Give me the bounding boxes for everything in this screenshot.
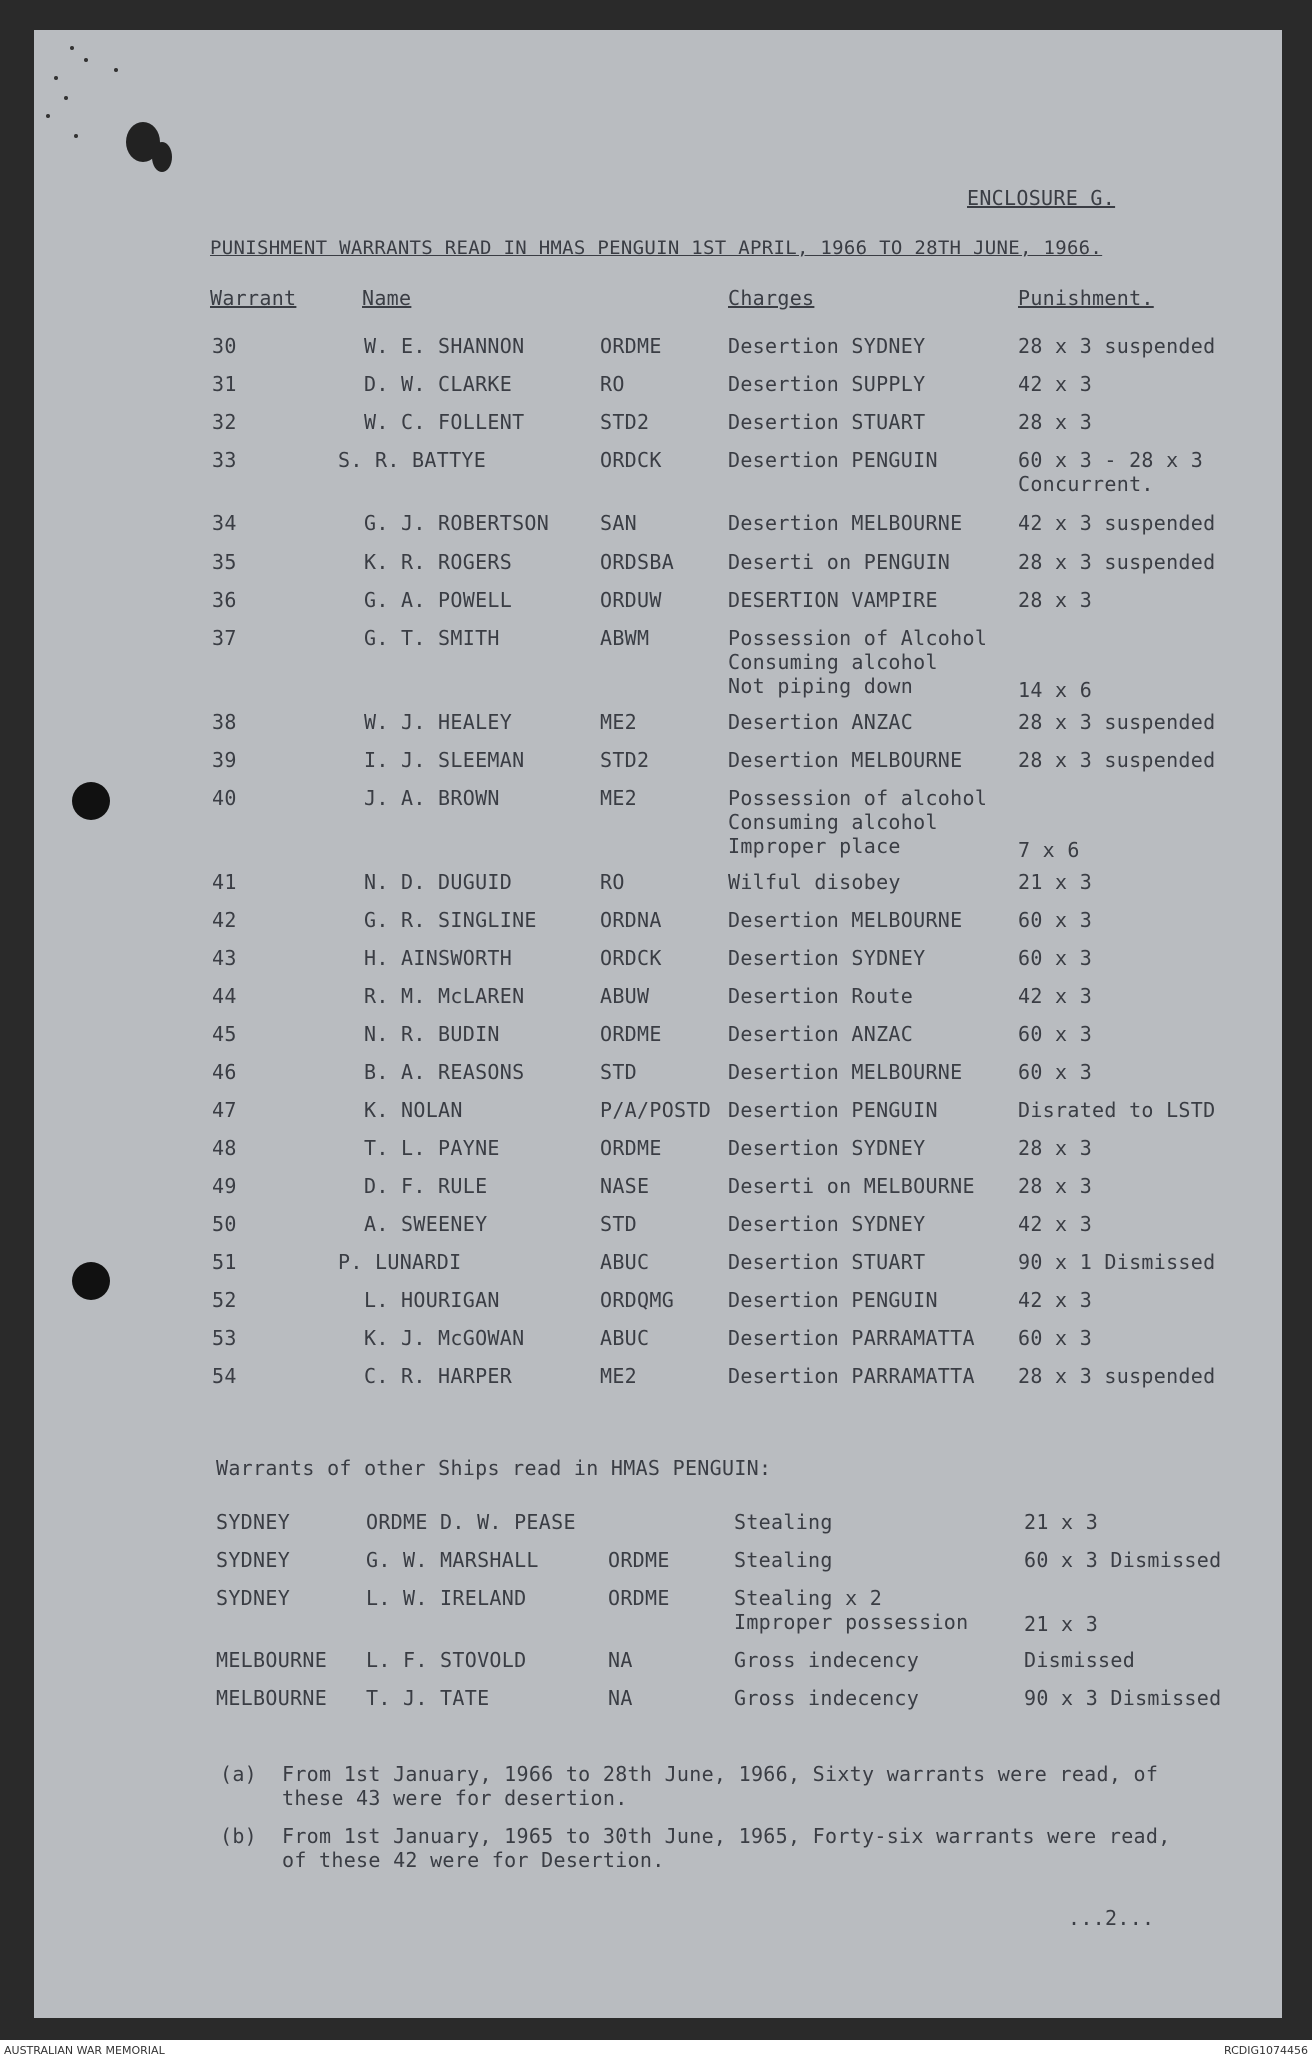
warrant-number: 41 [212,870,237,894]
punishment: 60 x 3 - 28 x 3 Concurrent. [1018,448,1204,496]
charge: Desertion PARRAMATTA [728,1364,975,1388]
page-continuation-marker: ...2... [1068,1906,1155,1930]
note-a-text: From 1st January, 1966 to 28th June, 1966, Sixty warrants were read, of these 43 were for desertion. [282,1762,1159,1810]
note-b-text: From 1st January, 1965 to 30th June, 1965, Forty-six warrants were read, of these 42 were for Desertion. [282,1824,1171,1872]
sailor-name: L. F. STOVOLD [366,1648,527,1672]
rank: ORDME [600,334,662,358]
rank: RO [600,870,625,894]
rank: STD2 [600,748,650,772]
note-a-label: (a) [220,1762,258,1786]
charge: Deserti on MELBOURNE [728,1174,975,1198]
rank: ME2 [600,786,638,810]
punishment: Dismissed [1024,1648,1136,1672]
charge: Desertion ANZAC [728,710,914,734]
sailor-name: G. J. ROBERTSON [364,511,550,535]
punch-hole [72,1262,110,1300]
punishment: 21 x 3 [1024,1510,1099,1534]
punishment: 28 x 3 [1018,1174,1093,1198]
sailor-name: P. LUNARDI [338,1250,462,1274]
ship-name: MELBOURNE [216,1648,328,1672]
enclosure-label: ENCLOSURE G. [967,186,1116,210]
sailor-name: L. HOURIGAN [364,1288,500,1312]
warrant-number: 43 [212,946,237,970]
punishment: 42 x 3 [1018,1212,1093,1236]
warrant-number: 38 [212,710,237,734]
document-page [34,30,1282,2018]
punishment: 60 x 3 [1018,946,1093,970]
header-charges: Charges [728,286,815,310]
header-warrant: Warrant [210,286,297,310]
ink-speck [54,76,58,80]
rank: NASE [600,1174,650,1198]
sailor-name: W. C. FOLLENT [364,410,525,434]
rank: ABUC [600,1326,650,1350]
header-punishment: Punishment. [1018,286,1154,310]
rank: ME2 [600,1364,638,1388]
charge: Desertion SYDNEY [728,334,926,358]
punishment: 60 x 3 [1018,908,1093,932]
sailor-name: A. SWEENEY [364,1212,488,1236]
ink-speck [46,114,50,118]
warrant-number: 42 [212,908,237,932]
charge: Desertion PARRAMATTA [728,1326,975,1350]
charge: Gross indecency [734,1686,920,1710]
document-title: PUNISHMENT WARRANTS READ IN HMAS PENGUIN 1ST APRIL, 1966 TO 28TH JUNE, 1966. [210,237,1103,259]
charge: Desertion STUART [728,1250,926,1274]
rank: ORDME [600,1022,662,1046]
sailor-name: B. A. REASONS [364,1060,525,1084]
archive-id: RCDIG1074456 [1223,2044,1308,2057]
rank: ORDSBA [600,550,675,574]
punishment: 28 x 3 [1018,1136,1093,1160]
punishment: 7 x 6 [1018,838,1080,862]
punishment: 21 x 3 [1024,1612,1099,1636]
ink-speck [74,134,78,138]
warrant-number: 52 [212,1288,237,1312]
warrant-number: 35 [212,550,237,574]
warrant-number: 44 [212,984,237,1008]
punishment: 42 x 3 [1018,372,1093,396]
sailor-name: N. R. BUDIN [364,1022,500,1046]
rank: ME2 [600,710,638,734]
charge: Desertion MELBOURNE [728,908,963,932]
sailor-name: G. A. POWELL [364,588,513,612]
sailor-name: G. W. MARSHALL [366,1548,539,1572]
warrant-number: 48 [212,1136,237,1160]
charge: Possession of Alcohol Consuming alcohol Not piping down [728,626,988,698]
charge: Desertion STUART [728,410,926,434]
charge: Desertion PENGUIN [728,448,938,472]
rank: ORDUW [600,588,662,612]
sailor-name: I. J. SLEEMAN [364,748,525,772]
warrant-number: 50 [212,1212,237,1236]
sailor-name: N. D. DUGUID [364,870,513,894]
sailor-name: D. F. RULE [364,1174,488,1198]
warrant-number: 45 [212,1022,237,1046]
ink-speck [114,68,118,72]
punishment: 60 x 3 [1018,1022,1093,1046]
punishment: 28 x 3 suspended [1018,710,1216,734]
rank: ORDCK [600,946,662,970]
warrant-number: 53 [212,1326,237,1350]
sailor-name: G. T. SMITH [364,626,500,650]
punishment: 14 x 6 [1018,678,1093,702]
charge: Desertion MELBOURNE [728,748,963,772]
rank: ORDME [608,1586,670,1610]
rank: NA [608,1648,633,1672]
ship-name: MELBOURNE [216,1686,328,1710]
punishment: 28 x 3 [1018,410,1093,434]
warrant-number: 40 [212,786,237,810]
warrant-number: 36 [212,588,237,612]
punishment: 60 x 3 Dismissed [1024,1548,1222,1572]
warrant-number: 51 [212,1250,237,1274]
punishment: 28 x 3 suspended [1018,1364,1216,1388]
warrant-number: 33 [212,448,237,472]
rank: ORDNA [600,908,662,932]
sailor-name: L. W. IRELAND [366,1586,527,1610]
punishment: 60 x 3 [1018,1060,1093,1084]
ink-speck [70,46,74,50]
warrant-number: 49 [212,1174,237,1198]
warrant-number: 37 [212,626,237,650]
charge: Desertion PENGUIN [728,1288,938,1312]
punishment: 60 x 3 [1018,1326,1093,1350]
warrant-number: 46 [212,1060,237,1084]
warrant-number: 54 [212,1364,237,1388]
warrant-number: 47 [212,1098,237,1122]
punishment: Disrated to LSTD [1018,1098,1216,1122]
punishment: 28 x 3 [1018,588,1093,612]
sailor-name: G. R. SINGLINE [364,908,537,932]
ink-speck [64,96,68,100]
sailor-name: K. J. McGOWAN [364,1326,525,1350]
charge: Deserti on PENGUIN [728,550,951,574]
archive-name: AUSTRALIAN WAR MEMORIAL [4,2044,165,2057]
other-ships-heading: Warrants of other Ships read in HMAS PENGUIN: [216,1456,772,1480]
rank: RO [600,372,625,396]
ship-name: SYDNEY [216,1586,291,1610]
punishment: 28 x 3 suspended [1018,334,1216,358]
rank: ORDQMG [600,1288,675,1312]
charge: Stealing [734,1510,833,1534]
rank: P/A/POSTD [600,1098,712,1122]
sailor-name: H. AINSWORTH [364,946,513,970]
header-name: Name [362,286,412,310]
sailor-name: ORDME D. W. PEASE [366,1510,576,1534]
punishment: 42 x 3 [1018,984,1093,1008]
charge: Stealing x 2 Improper possession [734,1586,969,1634]
punishment: 28 x 3 suspended [1018,748,1216,772]
rank: ABUW [600,984,650,1008]
sailor-name: W. E. SHANNON [364,334,525,358]
rank: ORDME [600,1136,662,1160]
charge: Desertion PENGUIN [728,1098,938,1122]
charge: Wilful disobey [728,870,901,894]
charge: Desertion SYDNEY [728,1212,926,1236]
ink-blot [152,142,172,172]
charge: Desertion MELBOURNE [728,511,963,535]
sailor-name: D. W. CLARKE [364,372,513,396]
note-b-label: (b) [220,1824,258,1848]
rank: ORDME [608,1548,670,1572]
warrant-number: 34 [212,511,237,535]
charge: Desertion MELBOURNE [728,1060,963,1084]
archive-footer [0,2040,1312,2061]
charge: Possession of alcohol Consuming alcohol Improper place [728,786,988,858]
rank: NA [608,1686,633,1710]
sailor-name: J. A. BROWN [364,786,500,810]
punishment: 90 x 1 Dismissed [1018,1250,1216,1274]
charge: DESERTION VAMPIRE [728,588,938,612]
warrant-number: 39 [212,748,237,772]
sailor-name: C. R. HARPER [364,1364,513,1388]
charge: Gross indecency [734,1648,920,1672]
punishment: 90 x 3 Dismissed [1024,1686,1222,1710]
rank: STD [600,1212,638,1236]
ship-name: SYDNEY [216,1510,291,1534]
warrant-number: 31 [212,372,237,396]
charge: Desertion ANZAC [728,1022,914,1046]
ship-name: SYDNEY [216,1548,291,1572]
sailor-name: K. R. ROGERS [364,550,513,574]
warrant-number: 30 [212,334,237,358]
sailor-name: K. NOLAN [364,1098,463,1122]
charge: Desertion SYDNEY [728,946,926,970]
punishment: 21 x 3 [1018,870,1093,894]
rank: ORDCK [600,448,662,472]
charge: Stealing [734,1548,833,1572]
warrant-number: 32 [212,410,237,434]
charge: Desertion SUPPLY [728,372,926,396]
ink-speck [84,58,88,62]
rank: SAN [600,511,638,535]
punch-hole [72,782,110,820]
rank: ABWM [600,626,650,650]
sailor-name: R. M. McLAREN [364,984,525,1008]
rank: STD2 [600,410,650,434]
charge: Desertion Route [728,984,914,1008]
sailor-name: T. L. PAYNE [364,1136,500,1160]
sailor-name: S. R. BATTYE [338,448,487,472]
rank: ABUC [600,1250,650,1274]
charge: Desertion SYDNEY [728,1136,926,1160]
punishment: 42 x 3 suspended [1018,511,1216,535]
punishment: 42 x 3 [1018,1288,1093,1312]
punishment: 28 x 3 suspended [1018,550,1216,574]
rank: STD [600,1060,638,1084]
sailor-name: T. J. TATE [366,1686,490,1710]
sailor-name: W. J. HEALEY [364,710,513,734]
